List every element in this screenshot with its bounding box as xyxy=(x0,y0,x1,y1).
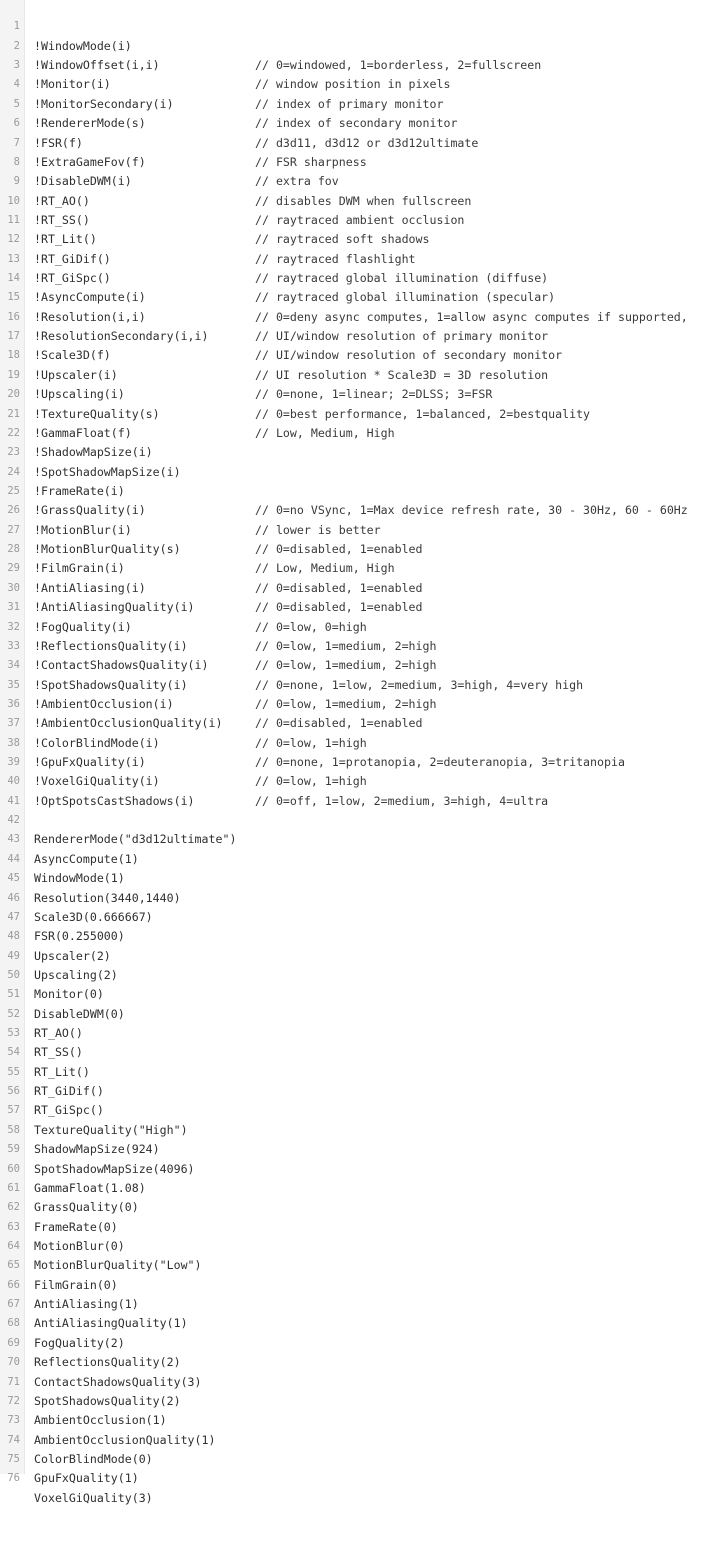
code-text: !RT_Lit() xyxy=(34,232,97,247)
code-text: ColorBlindMode(0) xyxy=(34,1451,153,1466)
code-text: Upscaler(2) xyxy=(34,948,111,963)
line-number: 53 xyxy=(7,1027,20,1040)
code-text: Upscaling(2) xyxy=(34,967,118,982)
code-comment: // raytraced global illumination (specular) xyxy=(255,290,556,305)
code-comment: // index of secondary monitor xyxy=(255,116,458,131)
code-comment: // 0=windowed, 1=borderless, 2=fullscreen xyxy=(255,58,542,73)
code-text: !FogQuality(i) xyxy=(34,619,132,634)
code-comment: // 0=no VSync, 1=Max device refresh rate, 30 - 30Hz, 60 - 60Hz xyxy=(255,503,688,518)
line-number: 63 xyxy=(7,1220,20,1233)
line-number: 22 xyxy=(7,426,20,439)
code-comment: // 0=disabled, 1=enabled xyxy=(255,600,423,615)
line-number: 54 xyxy=(7,1046,20,1059)
code-text: !RT_AO() xyxy=(34,193,90,208)
line-number: 35 xyxy=(7,678,20,691)
line-number: 29 xyxy=(7,562,20,575)
code-text: ShadowMapSize(924) xyxy=(34,1142,160,1157)
line-number: 45 xyxy=(7,872,20,885)
code-text: VoxelGiQuality(3) xyxy=(34,1490,153,1505)
code-text: !AmbientOcclusionQuality(i) xyxy=(34,716,223,731)
line-number: 12 xyxy=(7,233,20,246)
code-text: !AntiAliasing(i) xyxy=(34,580,146,595)
code-comment: // d3d11, d3d12 or d3d12ultimate xyxy=(255,135,479,150)
line-number: 65 xyxy=(7,1259,20,1272)
line-number: 32 xyxy=(7,620,20,633)
line-number: 21 xyxy=(7,407,20,420)
line-number: 18 xyxy=(7,349,20,362)
code-text: !RT_SS() xyxy=(34,212,90,227)
code-text: !ReflectionsQuality(i) xyxy=(34,638,188,653)
line-number: 19 xyxy=(7,368,20,381)
code-text: Resolution(3440,1440) xyxy=(34,890,181,905)
line-number: 40 xyxy=(7,775,20,788)
code-comment: // UI/window resolution of primary monitor xyxy=(255,329,549,344)
code-comment: // 0=low, 0=high xyxy=(255,619,367,634)
line-number: 46 xyxy=(7,891,20,904)
line-number: 3 xyxy=(13,59,20,72)
code-comment: // 0=none, 1=low, 2=medium, 3=high, 4=very high xyxy=(255,677,584,692)
line-number: 69 xyxy=(7,1336,20,1349)
code-comment: // 0=off, 1=low, 2=medium, 3=high, 4=ultra xyxy=(255,793,549,808)
line-number: 44 xyxy=(7,852,20,865)
code-comment: // 0=best performance, 1=balanced, 2=bestquality xyxy=(255,406,591,421)
line-number: 17 xyxy=(7,330,20,343)
code-comment: // Low, Medium, High xyxy=(255,561,395,576)
line-number: 52 xyxy=(7,1007,20,1020)
code-text: GpuFxQuality(1) xyxy=(34,1471,139,1486)
code-comment: // index of primary monitor xyxy=(255,96,444,111)
line-number: 30 xyxy=(7,581,20,594)
code-text: FogQuality(2) xyxy=(34,1335,125,1350)
code-text: !ContactShadowsQuality(i) xyxy=(34,658,209,673)
line-number: 74 xyxy=(7,1433,20,1446)
line-number: 60 xyxy=(7,1162,20,1175)
line-number: 41 xyxy=(7,794,20,807)
line-number: 36 xyxy=(7,697,20,710)
line-number: 31 xyxy=(7,601,20,614)
line-number: 50 xyxy=(7,968,20,981)
code-text: RT_AO() xyxy=(34,1026,83,1041)
line-number: 55 xyxy=(7,1065,20,1078)
code-text: !AntiAliasingQuality(i) xyxy=(34,600,195,615)
code-text: RT_GiDif() xyxy=(34,1084,104,1099)
line-number: 68 xyxy=(7,1317,20,1330)
line-number: 11 xyxy=(7,213,20,226)
code-text: !Scale3D(f) xyxy=(34,348,111,363)
code-text: FrameRate(0) xyxy=(34,1219,118,1234)
code-text: AntiAliasing(1) xyxy=(34,1297,139,1312)
line-number: 70 xyxy=(7,1356,20,1369)
code-text: !GpuFxQuality(i) xyxy=(34,755,146,770)
code-text: Scale3D(0.666667) xyxy=(34,909,153,924)
code-text: !FrameRate(i) xyxy=(34,483,125,498)
code-text: !RendererMode(s) xyxy=(34,116,146,131)
code-text: SpotShadowsQuality(2) xyxy=(34,1393,181,1408)
code-comment: // 0=low, 1=medium, 2=high xyxy=(255,638,437,653)
code-text: !ResolutionSecondary(i,i) xyxy=(34,329,209,344)
line-number: 16 xyxy=(7,310,20,323)
line-number: 67 xyxy=(7,1298,20,1311)
code-text: !RT_GiDif() xyxy=(34,251,111,266)
line-number: 39 xyxy=(7,756,20,769)
line-number: 10 xyxy=(7,194,20,207)
code-comment: // lower is better xyxy=(255,522,381,537)
code-text: !SpotShadowsQuality(i) xyxy=(34,677,188,692)
line-number: 66 xyxy=(7,1278,20,1291)
code-comment: // 0=none, 1=protanopia, 2=deuteranopia, 3=tritanopia xyxy=(255,755,625,770)
code-text: MotionBlur(0) xyxy=(34,1239,125,1253)
code-text: FilmGrain(0) xyxy=(34,1277,118,1292)
code-comment: // disables DWM when fullscreen xyxy=(255,193,472,208)
code-text: FSR(0.255000) xyxy=(34,929,125,944)
line-number: 6 xyxy=(13,117,20,130)
code-text: !Monitor(i) xyxy=(34,77,111,92)
code-text: ReflectionsQuality(2) xyxy=(34,1355,181,1370)
code-text: RT_GiSpc() xyxy=(34,1103,104,1118)
line-number: 4 xyxy=(13,78,20,91)
code-text: !AsyncCompute(i) xyxy=(34,290,146,305)
code-text: !RT_GiSpc() xyxy=(34,271,111,286)
code-comment: // Low, Medium, High xyxy=(255,425,395,440)
line-number: 56 xyxy=(7,1085,20,1098)
line-number: 13 xyxy=(7,252,20,265)
line-number: 76 xyxy=(7,1472,20,1485)
code-text: !MonitorSecondary(i) xyxy=(34,96,174,111)
code-text: !MotionBlur(i) xyxy=(34,522,132,537)
line-number: 15 xyxy=(7,291,20,304)
code-text: !GammaFloat(f) xyxy=(34,425,132,440)
code-text: !ExtraGameFov(f) xyxy=(34,154,146,169)
code-comment: // 0=disabled, 1=enabled xyxy=(255,542,423,557)
code-text: TextureQuality("High") xyxy=(34,1122,188,1137)
code-comment: // raytraced global illumination (diffuse) xyxy=(255,271,549,286)
line-number: 61 xyxy=(7,1181,20,1194)
line-number: 57 xyxy=(7,1104,20,1117)
code-text: GrassQuality(0) xyxy=(34,1200,139,1215)
code-text: !Upscaler(i) xyxy=(34,367,118,382)
line-number: 48 xyxy=(7,930,20,943)
line-number: 25 xyxy=(7,484,20,497)
line-number: 14 xyxy=(7,272,20,285)
line-number: 38 xyxy=(7,736,20,749)
code-text: !WindowMode(i) xyxy=(34,38,132,53)
line-number: 58 xyxy=(7,1123,20,1136)
code-text: AsyncCompute(1) xyxy=(34,851,139,866)
code-text: !FilmGrain(i) xyxy=(34,561,125,576)
line-number: 24 xyxy=(7,465,20,478)
code-comment: // UI resolution * Scale3D = 3D resolution xyxy=(255,367,549,382)
code-text: !GrassQuality(i) xyxy=(34,503,146,518)
line-number: 47 xyxy=(7,910,20,923)
line-number: 51 xyxy=(7,988,20,1001)
line-number: 8 xyxy=(13,155,20,168)
code-comment: // 0=low, 1=medium, 2=high xyxy=(255,696,437,711)
code-text: AmbientOcclusion(1) xyxy=(34,1413,167,1428)
code-text: !ShadowMapSize(i) xyxy=(34,445,153,460)
code-comment: // 0=low, 1=medium, 2=high xyxy=(255,658,437,673)
code-comment: // 0=disabled, 1=enabled xyxy=(255,716,423,731)
code-comment: // 0=deny async computes, 1=allow async computes if supported, xyxy=(255,309,688,324)
line-number: 9 xyxy=(13,175,20,188)
line-number: 42 xyxy=(7,814,20,827)
line-number: 43 xyxy=(7,833,20,846)
line-number: 23 xyxy=(7,446,20,459)
line-number: 64 xyxy=(7,1240,20,1252)
code-comment: // raytraced ambient occlusion xyxy=(255,212,465,227)
code-text: RendererMode("d3d12ultimate") xyxy=(34,832,237,847)
code-text: AmbientOcclusionQuality(1) xyxy=(34,1432,216,1447)
line-number: 26 xyxy=(7,504,20,517)
code-comment: // 0=low, 1=high xyxy=(255,735,367,750)
code-text: !DisableDWM(i) xyxy=(34,174,132,189)
code-text: !ColorBlindMode(i) xyxy=(34,735,160,750)
code-text: RT_SS() xyxy=(34,1045,83,1060)
code-comment: // FSR sharpness xyxy=(255,154,367,169)
code-text: !WindowOffset(i,i) xyxy=(34,58,160,73)
code-text: !FSR(f) xyxy=(34,135,83,150)
code-text: DisableDWM(0) xyxy=(34,1006,125,1021)
code-text: GammaFloat(1.08) xyxy=(34,1180,146,1195)
line-number: 33 xyxy=(7,639,20,652)
code-comment: // 0=low, 1=high xyxy=(255,774,367,789)
line-number: 20 xyxy=(7,388,20,401)
line-number: 49 xyxy=(7,949,20,962)
line-number: 37 xyxy=(7,717,20,730)
code-text: RT_Lit() xyxy=(34,1064,90,1079)
code-text: !VoxelGiQuality(i) xyxy=(34,774,160,789)
code-text: !SpotShadowMapSize(i) xyxy=(34,464,181,479)
code-text: !OptSpotsCastShadows(i) xyxy=(34,793,195,808)
code-comment: // 0=disabled, 1=enabled xyxy=(255,580,423,595)
line-number: 2 xyxy=(13,39,20,52)
line-number: 5 xyxy=(13,97,20,110)
code-comment: // raytraced flashlight xyxy=(255,251,416,266)
line-number: 72 xyxy=(7,1394,20,1407)
code-comment: // raytraced soft shadows xyxy=(255,232,430,247)
code-text: !Resolution(i,i) xyxy=(34,309,146,324)
line-number: 1 xyxy=(13,20,20,33)
line-number: 71 xyxy=(7,1375,20,1388)
code-text: Monitor(0) xyxy=(34,987,104,1002)
line-number: 59 xyxy=(7,1143,20,1156)
code-comment: // 0=none, 1=linear; 2=DLSS; 3=FSR xyxy=(255,387,493,402)
code-text: ContactShadowsQuality(3) xyxy=(34,1374,202,1389)
code-text: AntiAliasingQuality(1) xyxy=(34,1316,188,1331)
code-text: !Upscaling(i) xyxy=(34,387,125,402)
code-text: !AmbientOcclusion(i) xyxy=(34,696,174,711)
line-number: 62 xyxy=(7,1201,20,1214)
code-comment: // UI/window resolution of secondary monitor xyxy=(255,348,563,363)
code-text: WindowMode(1) xyxy=(34,871,125,886)
code-text: SpotShadowMapSize(4096) xyxy=(34,1161,195,1176)
line-number: 27 xyxy=(7,523,20,536)
code-comment: // window position in pixels xyxy=(255,77,451,92)
code-text: !MotionBlurQuality(s) xyxy=(34,542,181,557)
line-number: 73 xyxy=(7,1414,20,1427)
code-text: !TextureQuality(s) xyxy=(34,406,160,421)
code-text: MotionBlurQuality("Low") xyxy=(34,1258,202,1273)
line-number: 34 xyxy=(7,659,20,672)
code-comment: // extra fov xyxy=(255,174,339,189)
line-number: 7 xyxy=(13,136,20,149)
line-number: 28 xyxy=(7,543,20,556)
line-number: 75 xyxy=(7,1452,20,1465)
